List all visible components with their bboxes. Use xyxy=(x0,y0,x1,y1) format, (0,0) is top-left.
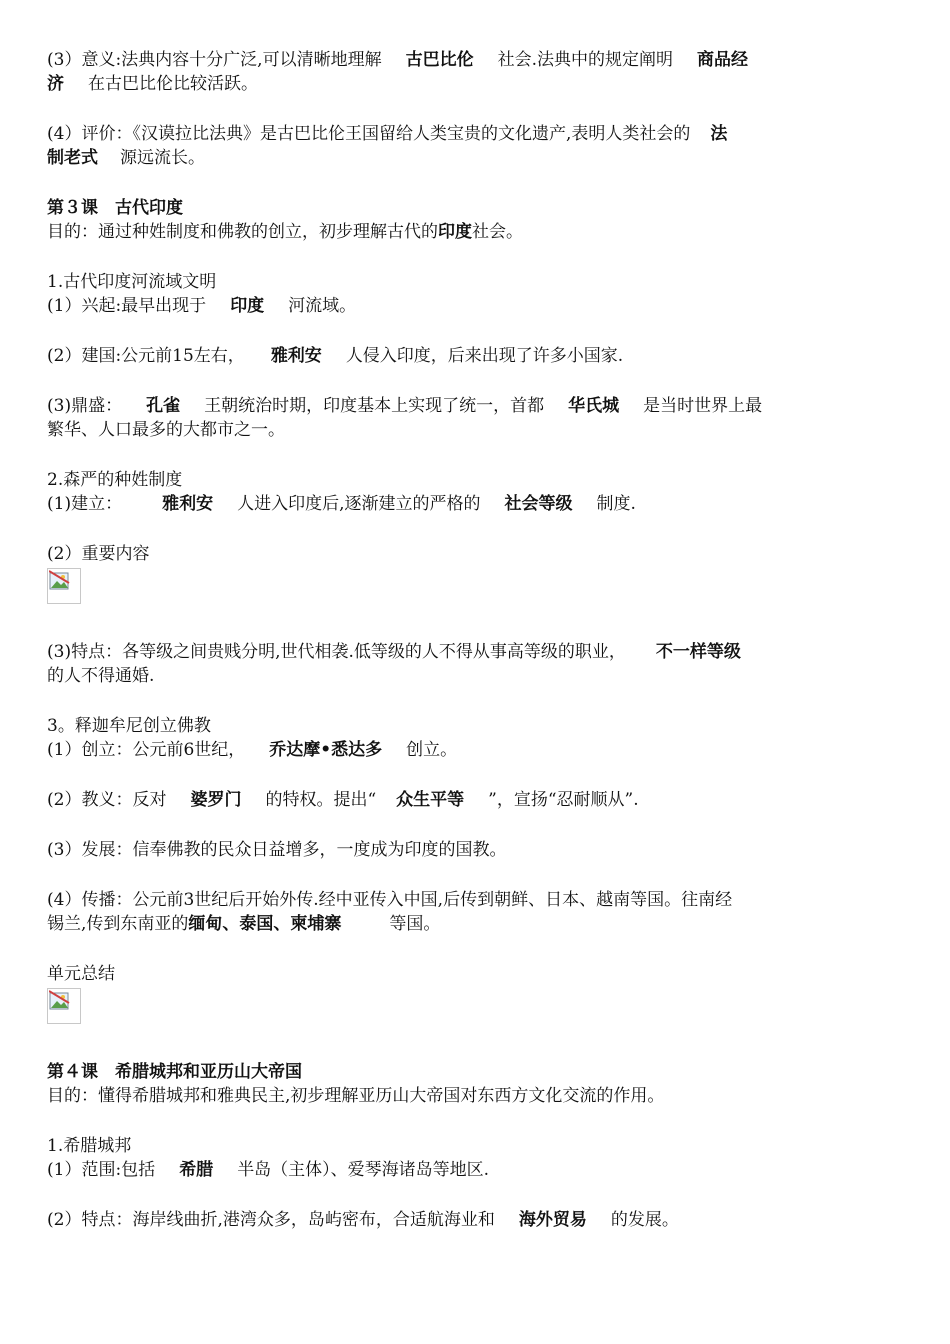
section-buddhism: 3。释迦牟尼创立佛教 xyxy=(47,716,211,736)
item-caste-features-cont: 的人不得通婚. xyxy=(47,666,155,686)
unit-summary-heading: 单元总结 xyxy=(47,964,115,984)
item-caste-content: (2）重要内容 xyxy=(47,544,150,564)
item-buddhism-doctrine: (2）教义：反对 婆罗门 的特权。提出“ 众生平等 ”，宣扬“忍耐顺从”. xyxy=(47,790,639,810)
section-caste-system: 2.森严的种姓制度 xyxy=(47,470,183,490)
broken-image-icon xyxy=(47,988,81,1024)
item-founding: (2）建国:公元前15左右， 雅利安 人侵入印度，后来出现了许多小国家. xyxy=(47,346,624,366)
paragraph-significance-cont: 济 在古巴比伦比较活跃。 xyxy=(47,74,258,94)
keyword-commodity-economy: 商品经 xyxy=(697,50,748,70)
item-rise: (1）兴起:最早出现于 印度 河流域。 xyxy=(47,296,357,316)
item-caste-features: (3)特点：各等级之间贵贱分明,世代相袭.低等级的人不得从事高等级的职业， 不一样等级 xyxy=(47,642,741,662)
item-buddhism-founding: (1）创立：公元前6世纪， 乔达摩•悉达多 创立。 xyxy=(47,740,458,760)
keyword-india: 印度 xyxy=(438,222,472,242)
paragraph-evaluation: (4）评价：《汉谟拉比法典》是古巴比伦王国留给人类宝贵的文化遗产,表明人类社会的 法 xyxy=(47,124,728,144)
lesson3-goal: 目的：通过种姓制度和佛教的创立，初步理解古代的印度社会。 xyxy=(47,222,523,242)
lesson4-goal: 目的：懂得希腊城邦和雅典民主,初步理解亚历山大帝国对东西方文化交流的作用。 xyxy=(47,1086,665,1106)
image-placeholder-icon xyxy=(49,570,71,592)
keyword-babylon: 古巴比伦 xyxy=(405,50,474,70)
item-buddhism-spread: (4）传播：公元前3世纪后开始外传.经中亚传入中国,后传到朝鲜、日本、越南等国。往南经 xyxy=(47,890,733,910)
document-page xyxy=(47,48,917,1232)
item-greek-scope: (1）范围:包括 希腊 半岛（主体）、爱琴海诸岛等地区. xyxy=(47,1160,490,1180)
lesson4-title: 第４课 希腊城邦和亚历山大帝国 xyxy=(47,1062,302,1082)
section-indus-civilization: 1.古代印度河流域文明 xyxy=(47,272,217,292)
item-buddhism-development: (3）发展：信奉佛教的民众日益增多，一度成为印度的国教。 xyxy=(47,840,507,860)
paragraph-evaluation-cont: 制老式 源远流长。 xyxy=(47,148,205,168)
item-buddhism-spread-cont: 锡兰,传到东南亚的缅甸、泰国、柬埔寨 等国。 xyxy=(47,914,441,934)
item-peak: (3)鼎盛： 孔雀 王朝统治时期，印度基本上实现了统一，首都 华氏城 是当时世界上最 xyxy=(47,396,763,416)
item-caste-establishment: (1)建立： 雅利安 人进入印度后,逐渐建立的严格的 社会等级 制度. xyxy=(47,494,636,514)
keyword-legal-system: 法 xyxy=(710,124,728,144)
broken-image-icon xyxy=(47,568,81,604)
item-peak-cont: 繁华、人口最多的大都市之一。 xyxy=(47,420,285,440)
lesson3-title: 第３课 古代印度 xyxy=(47,198,183,218)
section-greek-city-states: 1.希腊城邦 xyxy=(47,1136,132,1156)
item-greek-features: (2）特点：海岸线曲折,港湾众多，岛屿密布，合适航海业和 海外贸易 的发展。 xyxy=(47,1210,679,1230)
image-placeholder-icon xyxy=(49,990,71,1012)
paragraph-significance: (3）意义:法典内容十分广泛,可以清晰地理解 古巴比伦 社会.法典中的规定阐明 商品经 xyxy=(47,50,748,70)
